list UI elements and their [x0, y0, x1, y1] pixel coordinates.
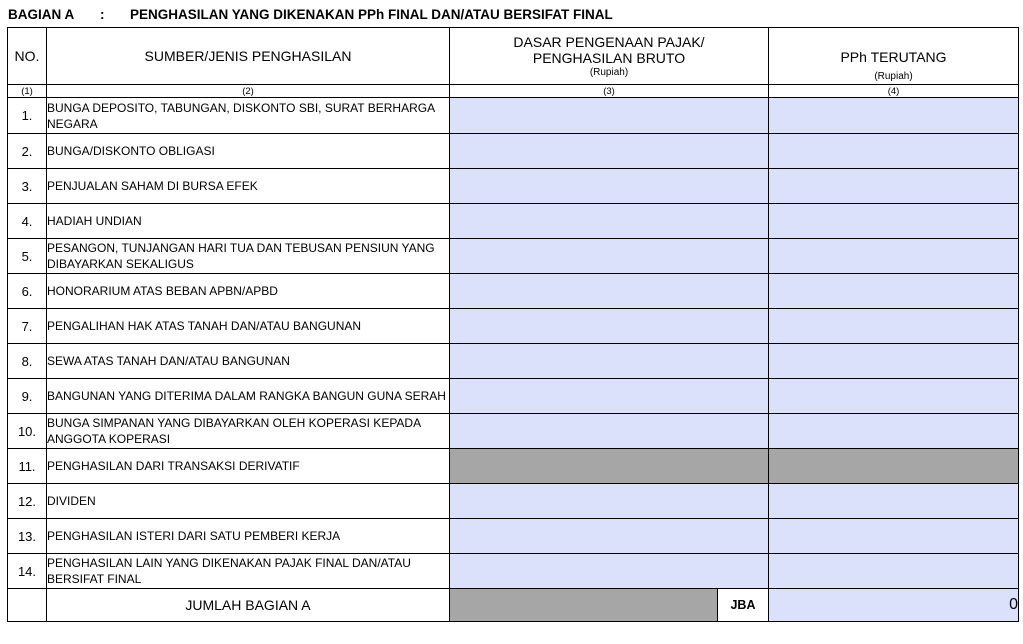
tax-base-input[interactable]: [450, 239, 769, 274]
tax-base-input[interactable]: [450, 134, 769, 169]
row-number: 8.: [8, 344, 47, 379]
row-label: PENGHASILAN ISTERI DARI SATU PEMBERI KERJA: [47, 519, 450, 554]
row-label: BUNGA/DISKONTO OBLIGASI: [47, 134, 450, 169]
total-row: [8, 589, 1019, 622]
row-number: 14.: [8, 554, 47, 589]
row-number: 3.: [8, 169, 47, 204]
tax-base-input[interactable]: [450, 344, 769, 379]
pph-payable-disabled-cell: [769, 449, 1019, 484]
column-header-pph-label: PPh TERUTANG: [840, 49, 947, 65]
pph-payable-input[interactable]: [769, 239, 1019, 274]
table-row: [8, 134, 1019, 169]
column-header-no: NO.: [8, 28, 47, 85]
row-label: BANGUNAN YANG DITERIMA DALAM RANGKA BANGUN GUNA SERAH: [47, 379, 450, 414]
column-header-pph-unit: (Rupiah): [874, 71, 913, 82]
section-code: BAGIAN A: [8, 7, 75, 22]
total-label: JUMLAH BAGIAN A: [47, 589, 450, 622]
pph-payable-input[interactable]: [769, 414, 1019, 449]
pph-payable-input[interactable]: [769, 274, 1019, 309]
tax-base-disabled-cell: [450, 449, 769, 484]
table-row: [8, 484, 1019, 519]
tax-base-input[interactable]: [450, 379, 769, 414]
pph-payable-input[interactable]: [769, 134, 1019, 169]
row-number: 1.: [8, 98, 47, 134]
row-number: 12.: [8, 484, 47, 519]
row-label: HADIAH UNDIAN: [47, 204, 450, 239]
table-row: [8, 414, 1019, 449]
tax-base-input[interactable]: [450, 414, 769, 449]
pph-payable-input[interactable]: [769, 309, 1019, 344]
row-number: 13.: [8, 519, 47, 554]
pph-payable-input[interactable]: [769, 98, 1019, 134]
table-row: [8, 98, 1019, 134]
row-number: 2.: [8, 134, 47, 169]
column-header-tax-base-line1: DASAR PENGENAAN PAJAK/: [513, 33, 705, 50]
tax-base-input[interactable]: [450, 519, 769, 554]
table-row: [8, 239, 1019, 274]
pph-payable-input[interactable]: [769, 379, 1019, 414]
total-code-label: JBA: [717, 589, 768, 621]
row-label: HONORARIUM ATAS BEBAN APBN/APBD: [47, 274, 450, 309]
total-pph-value: 0: [769, 589, 1019, 622]
row-label: PENGALIHAN HAK ATAS TANAH DAN/ATAU BANGUNAN: [47, 309, 450, 344]
tax-base-input[interactable]: [450, 98, 769, 134]
tax-base-input[interactable]: [450, 169, 769, 204]
income-rows: [8, 98, 1019, 622]
tax-base-input[interactable]: [450, 554, 769, 589]
row-number: 10.: [8, 414, 47, 449]
income-final-tax-table: [7, 27, 1019, 622]
column-header-tax-base-unit: (Rupiah): [589, 66, 629, 78]
table-row: [8, 519, 1019, 554]
table-row: [8, 204, 1019, 239]
pph-payable-input[interactable]: [769, 519, 1019, 554]
row-number: 9.: [8, 379, 47, 414]
row-number: 6.: [8, 274, 47, 309]
pph-payable-input[interactable]: [769, 204, 1019, 239]
table-row: [8, 309, 1019, 344]
row-label: DIVIDEN: [47, 484, 450, 519]
column-number-4: (4): [769, 85, 1019, 98]
total-base-disabled-cell: [450, 589, 717, 621]
table-row: [8, 379, 1019, 414]
column-header-tax-base-line2: PENGHASILAN BRUTO: [532, 49, 686, 66]
tax-base-input[interactable]: [450, 309, 769, 344]
row-number: 7.: [8, 309, 47, 344]
column-header-tax-base: [450, 28, 769, 85]
row-label: BUNGA DEPOSITO, TABUNGAN, DISKONTO SBI, SURAT BERHARGA NEGARA: [47, 98, 450, 134]
row-label: PENGHASILAN LAIN YANG DIKENAKAN PAJAK FINAL DAN/ATAU BERSIFAT FINAL: [47, 554, 450, 589]
section-title: [8, 4, 613, 26]
column-header-pph: [769, 28, 1019, 85]
table-row: [8, 274, 1019, 309]
column-number-1: (1): [8, 85, 47, 98]
pph-payable-input[interactable]: [769, 554, 1019, 589]
row-label: PESANGON, TUNJANGAN HARI TUA DAN TEBUSAN PENSIUN YANG DIBAYARKAN SEKALIGUS: [47, 239, 450, 274]
section-heading: PENGHASILAN YANG DIKENAKAN PPh FINAL DAN/ATAU BERSIFAT FINAL: [130, 7, 613, 22]
section-separator: :: [100, 7, 105, 22]
row-label: PENGHASILAN DARI TRANSAKSI DERIVATIF: [47, 449, 450, 484]
tax-base-input[interactable]: [450, 274, 769, 309]
column-header-source: SUMBER/JENIS PENGHASILAN: [47, 28, 450, 85]
row-label: PENJUALAN SAHAM DI BURSA EFEK: [47, 169, 450, 204]
table-row: [8, 344, 1019, 379]
row-label: BUNGA SIMPANAN YANG DIBAYARKAN OLEH KOPERASI KEPADA ANGGOTA KOPERASI: [47, 414, 450, 449]
tax-base-input[interactable]: [450, 484, 769, 519]
total-number-cell: [8, 589, 47, 622]
row-number: 5.: [8, 239, 47, 274]
table-row: [8, 169, 1019, 204]
table-row: [8, 554, 1019, 589]
tax-base-input[interactable]: [450, 204, 769, 239]
pph-payable-input[interactable]: [769, 169, 1019, 204]
column-number-3: (3): [450, 85, 769, 98]
pph-payable-input[interactable]: [769, 484, 1019, 519]
column-number-2: (2): [47, 85, 450, 98]
row-number: 4.: [8, 204, 47, 239]
pph-payable-input[interactable]: [769, 344, 1019, 379]
row-label: SEWA ATAS TANAH DAN/ATAU BANGUNAN: [47, 344, 450, 379]
row-number: 11.: [8, 449, 47, 484]
total-base-cell: [450, 589, 769, 622]
table-row: [8, 449, 1019, 484]
